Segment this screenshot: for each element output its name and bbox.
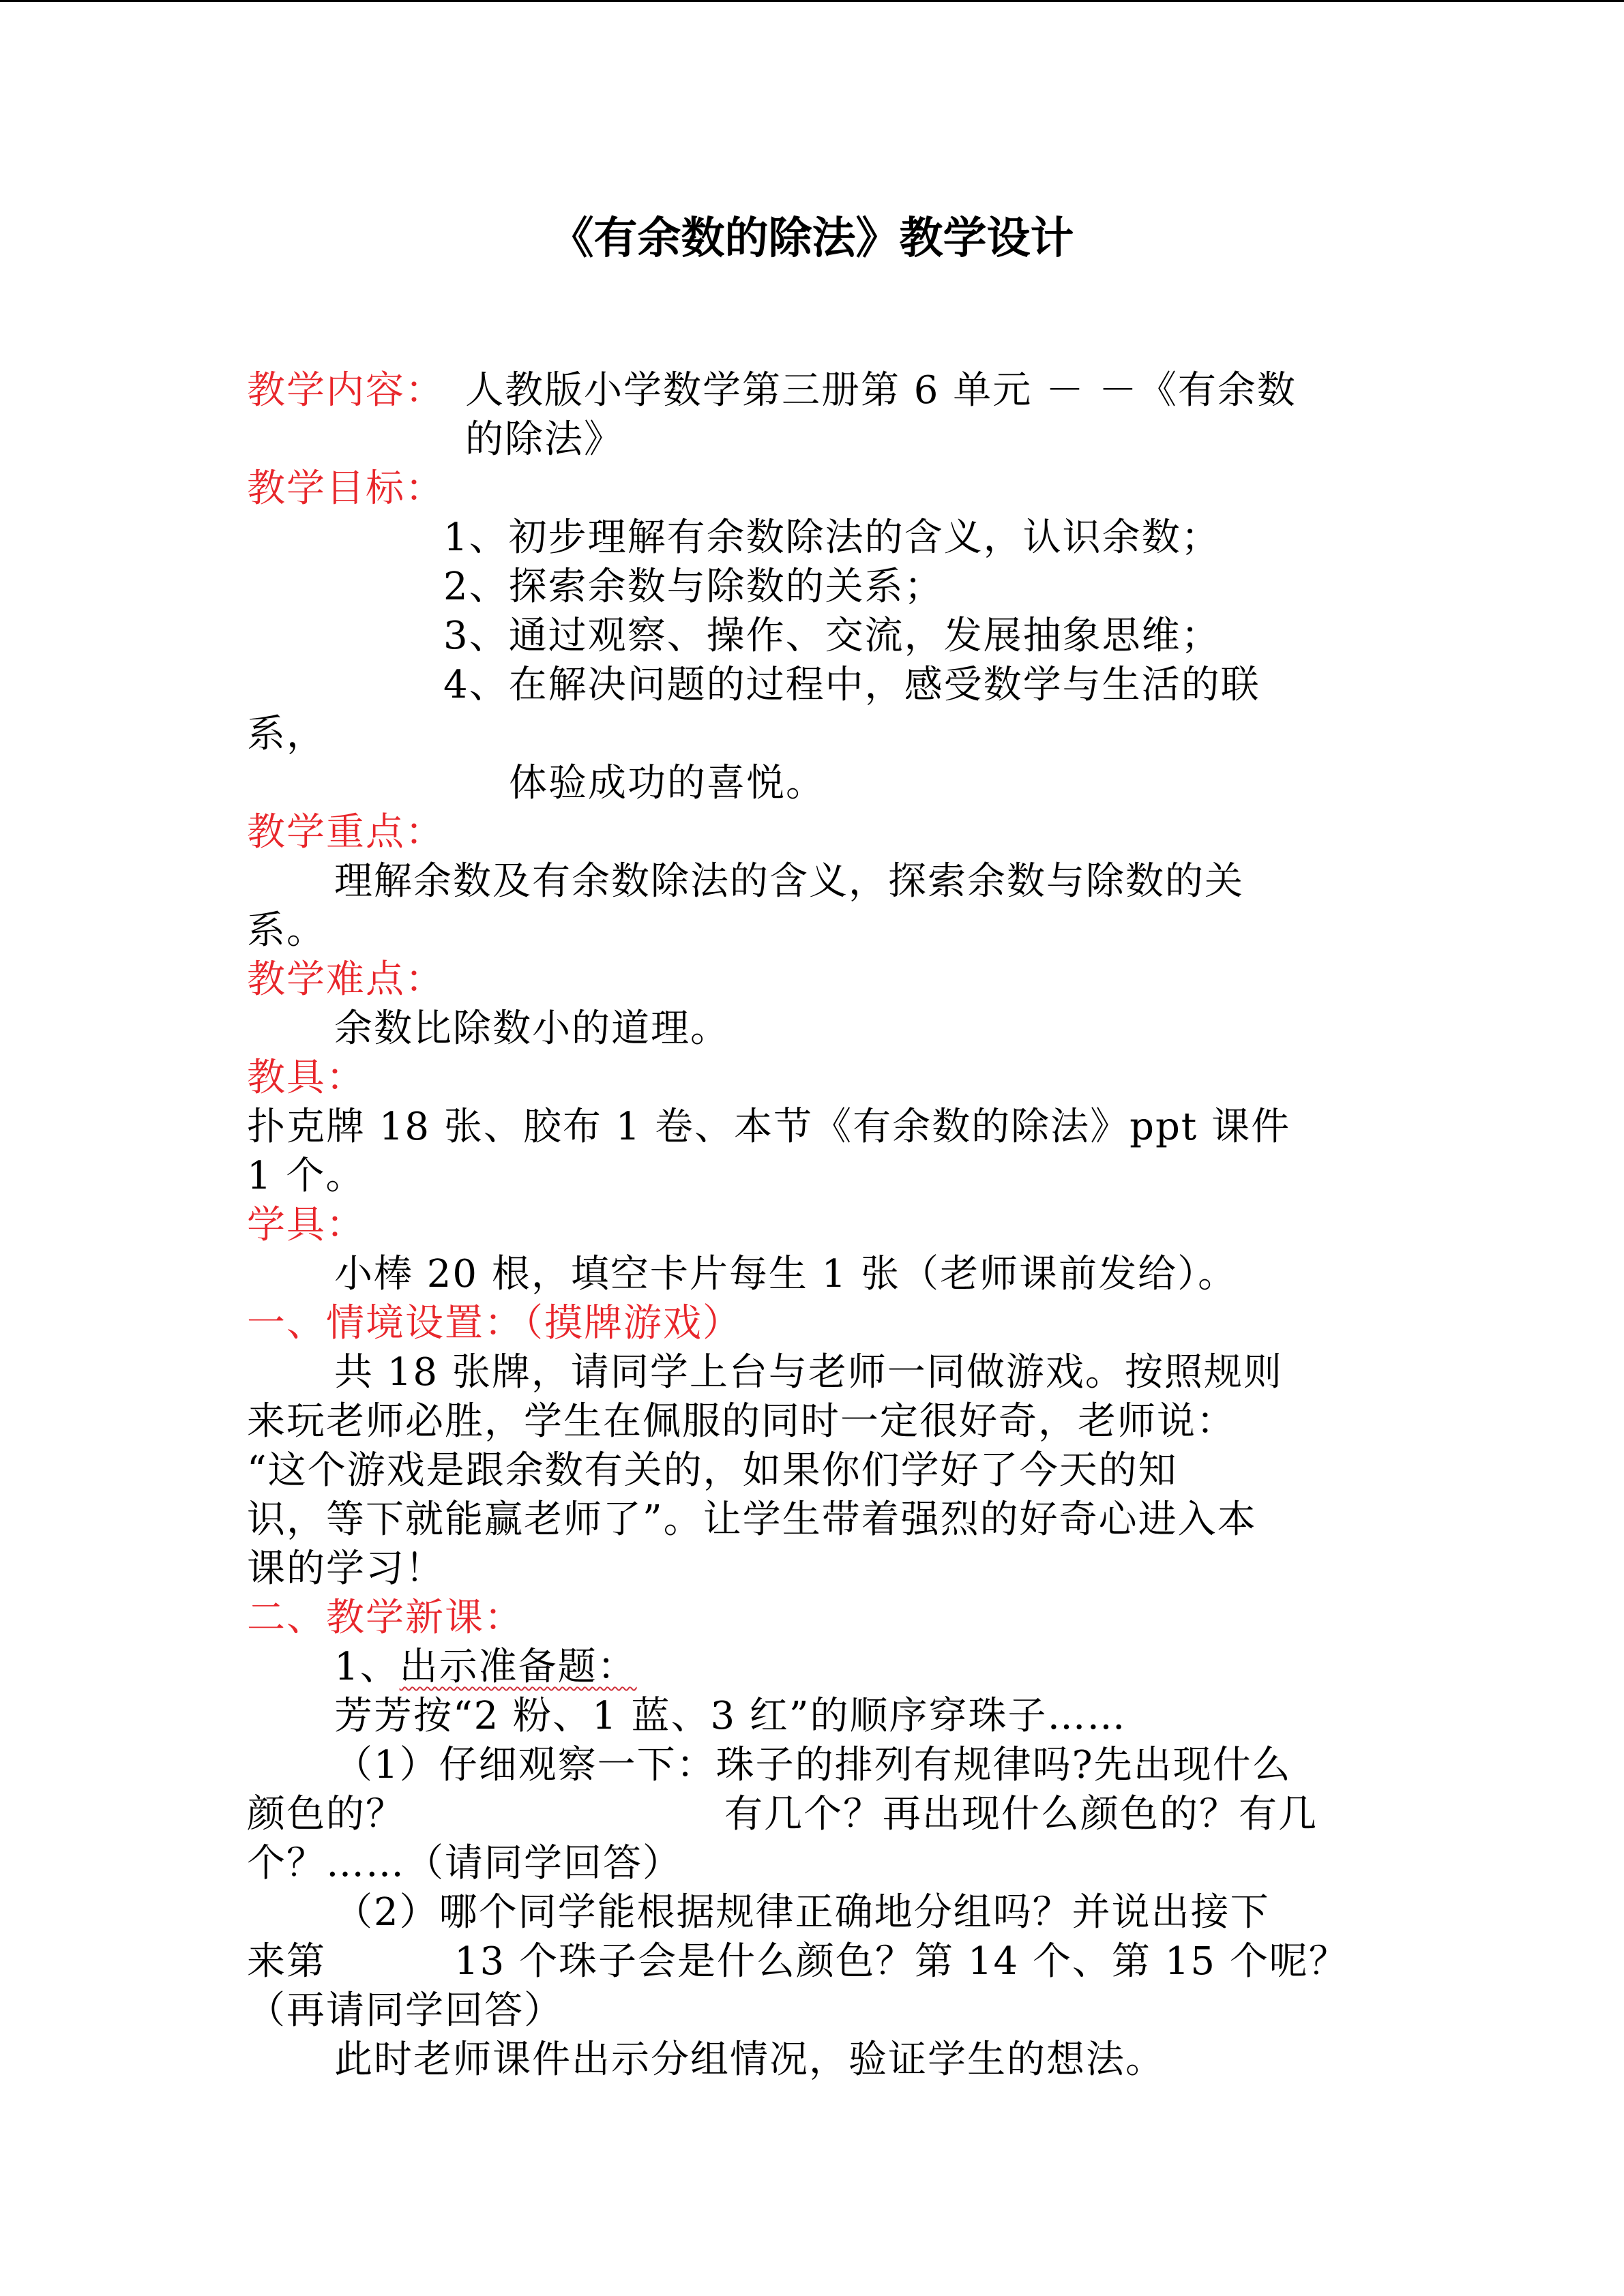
teaching-aids-text: 1 个。 bbox=[247, 1154, 366, 1198]
beads-statement: 芳芳按“2 粉、1 蓝、3 红”的顺序穿珠子…… bbox=[334, 1694, 1127, 1738]
goal-item: 3、通过观察、操作、交流，发展抽象思维； bbox=[443, 614, 1221, 658]
prep-question-heading bbox=[334, 1643, 637, 1692]
section1-paragraph-line: “这个游戏是跟余数有关的，如果你们学好了今天的知 bbox=[247, 1448, 1178, 1493]
goal-item: 2、探索余数与除数的关系； bbox=[443, 565, 944, 609]
page-title: 《有余数的除法》教学设计 bbox=[550, 213, 1074, 264]
conclusion-text: 此时老师课件出示分组情况，验证学生的想法。 bbox=[334, 2038, 1165, 2082]
key-points-text: 系。 bbox=[247, 908, 326, 953]
learning-aids-text: 小棒 20 根，填空卡片每生 1 张（老师课前发给）。 bbox=[334, 1252, 1238, 1296]
goal-item-continued: 系， bbox=[247, 712, 326, 756]
teaching-aids-text: 扑克牌 18 张、胶布 1 卷、本节《有余数的除法》ppt 课件 bbox=[247, 1105, 1291, 1149]
goal-item-continued: 体验成功的喜悦。 bbox=[509, 761, 825, 805]
section1-paragraph-line: 来玩老师必胜，学生在佩服的同时一定很好奇，老师说： bbox=[247, 1399, 1236, 1444]
goal-item: 4、在解决问题的过程中，感受数学与生活的联 bbox=[443, 663, 1260, 707]
question1-line: 颜色的？ bbox=[247, 1792, 405, 1836]
key-points-text: 理解余数及有余数除法的含义，探索余数与除数的关 bbox=[334, 859, 1244, 904]
question2-line: （2）哪个同学能根据规律正确地分组吗？并说出接下 bbox=[334, 1890, 1270, 1935]
section1-paragraph-line: 识，等下就能赢老师了”。让学生带着强烈的好奇心进入本 bbox=[247, 1497, 1257, 1542]
learning-aids-label: 学具： bbox=[247, 1203, 366, 1247]
section1-paragraph-line: 共 18 张牌，请同学上台与老师一同做游戏。按照规则 bbox=[334, 1350, 1283, 1395]
section1-heading: 一、情境设置：（摸牌游戏） bbox=[247, 1301, 742, 1345]
question2-line: 13 个珠子会是什么颜色？第 14 个、第 15 个呢？ bbox=[454, 1939, 1348, 1984]
content-text-line2: 的除法》 bbox=[465, 417, 623, 462]
prep-question-number: 1、 bbox=[334, 1645, 400, 1689]
question2-line: 来第 bbox=[247, 1939, 326, 1984]
section1-paragraph-line: 课的学习！ bbox=[247, 1547, 445, 1591]
key-points-label: 教学重点： bbox=[247, 810, 445, 854]
goal-item: 1、初步理解有余数除法的含义，认识余数； bbox=[443, 516, 1221, 560]
prep-question-title: 出示准备题： bbox=[399, 1645, 637, 1689]
question1-line: （1）仔细观察一下：珠子的排列有规律吗?先出现什么 bbox=[334, 1743, 1292, 1787]
goals-label: 教学目标： bbox=[247, 466, 445, 511]
section2-heading: 二、教学新课： bbox=[247, 1596, 524, 1640]
top-border bbox=[0, 0, 1624, 2]
question1-line: 个？……（请同学回答） bbox=[247, 1841, 682, 1885]
content-label: 教学内容： bbox=[247, 368, 445, 413]
question1-line: 有几个？再出现什么颜色的？有几 bbox=[724, 1792, 1318, 1836]
teaching-aids-label: 教具： bbox=[247, 1056, 366, 1100]
content-text-line1: 人教版小学数学第三册第 6 单元 － －《有余数 bbox=[465, 368, 1297, 413]
question2-line: （再请同学回答） bbox=[247, 1988, 563, 2033]
difficulty-text: 余数比除数小的道理。 bbox=[334, 1007, 730, 1051]
difficulty-label: 教学难点： bbox=[247, 957, 445, 1002]
